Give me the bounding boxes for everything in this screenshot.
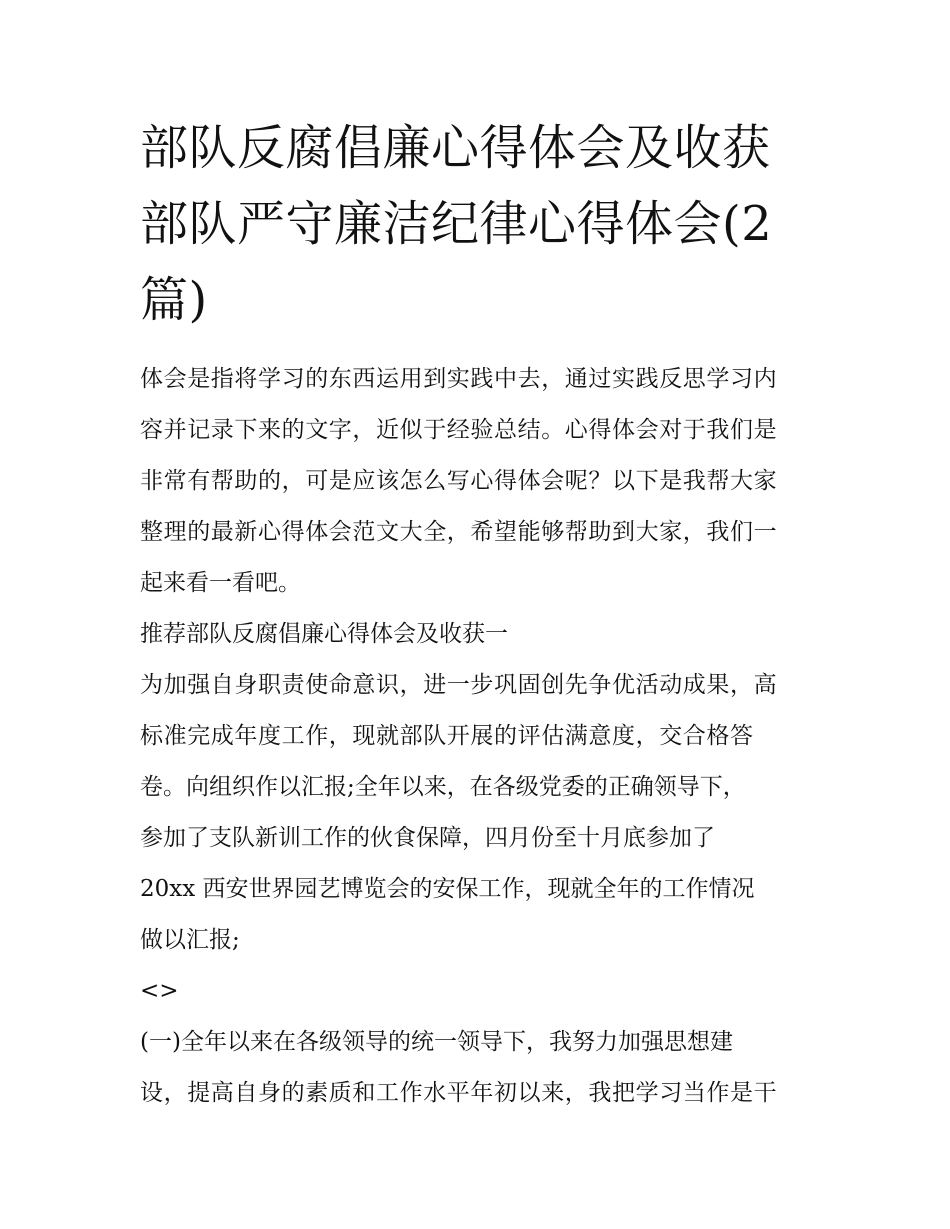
document-body: [140, 354, 815, 1119]
body-line: 做以汇报;: [140, 927, 240, 953]
body-line: 容并记录下来的文字，近似于经验总结。心得体会对于我们是: [140, 417, 778, 443]
body-line: 整理的最新心得体会范文大全，希望能够帮助到大家，我们一: [140, 519, 778, 545]
title-line-2: 部队严守廉洁纪律心得体会(2: [140, 196, 773, 252]
body-line: 非常有帮助的，可是应该怎么写心得体会呢？以下是我帮大家: [140, 468, 778, 494]
body-line: 参加了支队新训工作的伙食保障，四月份至十月底参加了: [140, 825, 715, 851]
body-line: 设，提高自身的素质和工作水平年初以来，我把学习当作是干: [140, 1080, 778, 1106]
body-line: 20xx 西安世界园艺博览会的安保工作，现就全年的工作情况: [140, 876, 755, 902]
title-line-1: 部队反腐倡廉心得体会及收获: [140, 120, 771, 176]
body-line: (一)全年以来在各级领导的统一领导下，我努力加强思想建: [140, 1029, 733, 1055]
document-title: [140, 110, 820, 338]
body-line: <>: [140, 978, 179, 1004]
title-line-3: 篇): [140, 272, 208, 328]
body-line: 标准完成年度工作，现就部队开展的评估满意度，交合格答: [140, 723, 754, 749]
section-heading: 推荐部队反腐倡廉心得体会及收获一: [140, 621, 508, 647]
body-line: 为加强自身职责使命意识，进一步巩固创先争优活动成果，高: [140, 672, 778, 698]
body-line: 体会是指将学习的东西运用到实践中去，通过实践反思学习内: [140, 366, 778, 392]
body-line: 卷。向组织作以汇报;全年以来，在各级党委的正确领导下，: [140, 774, 746, 800]
body-line: 起来看一看吧。: [140, 570, 301, 596]
